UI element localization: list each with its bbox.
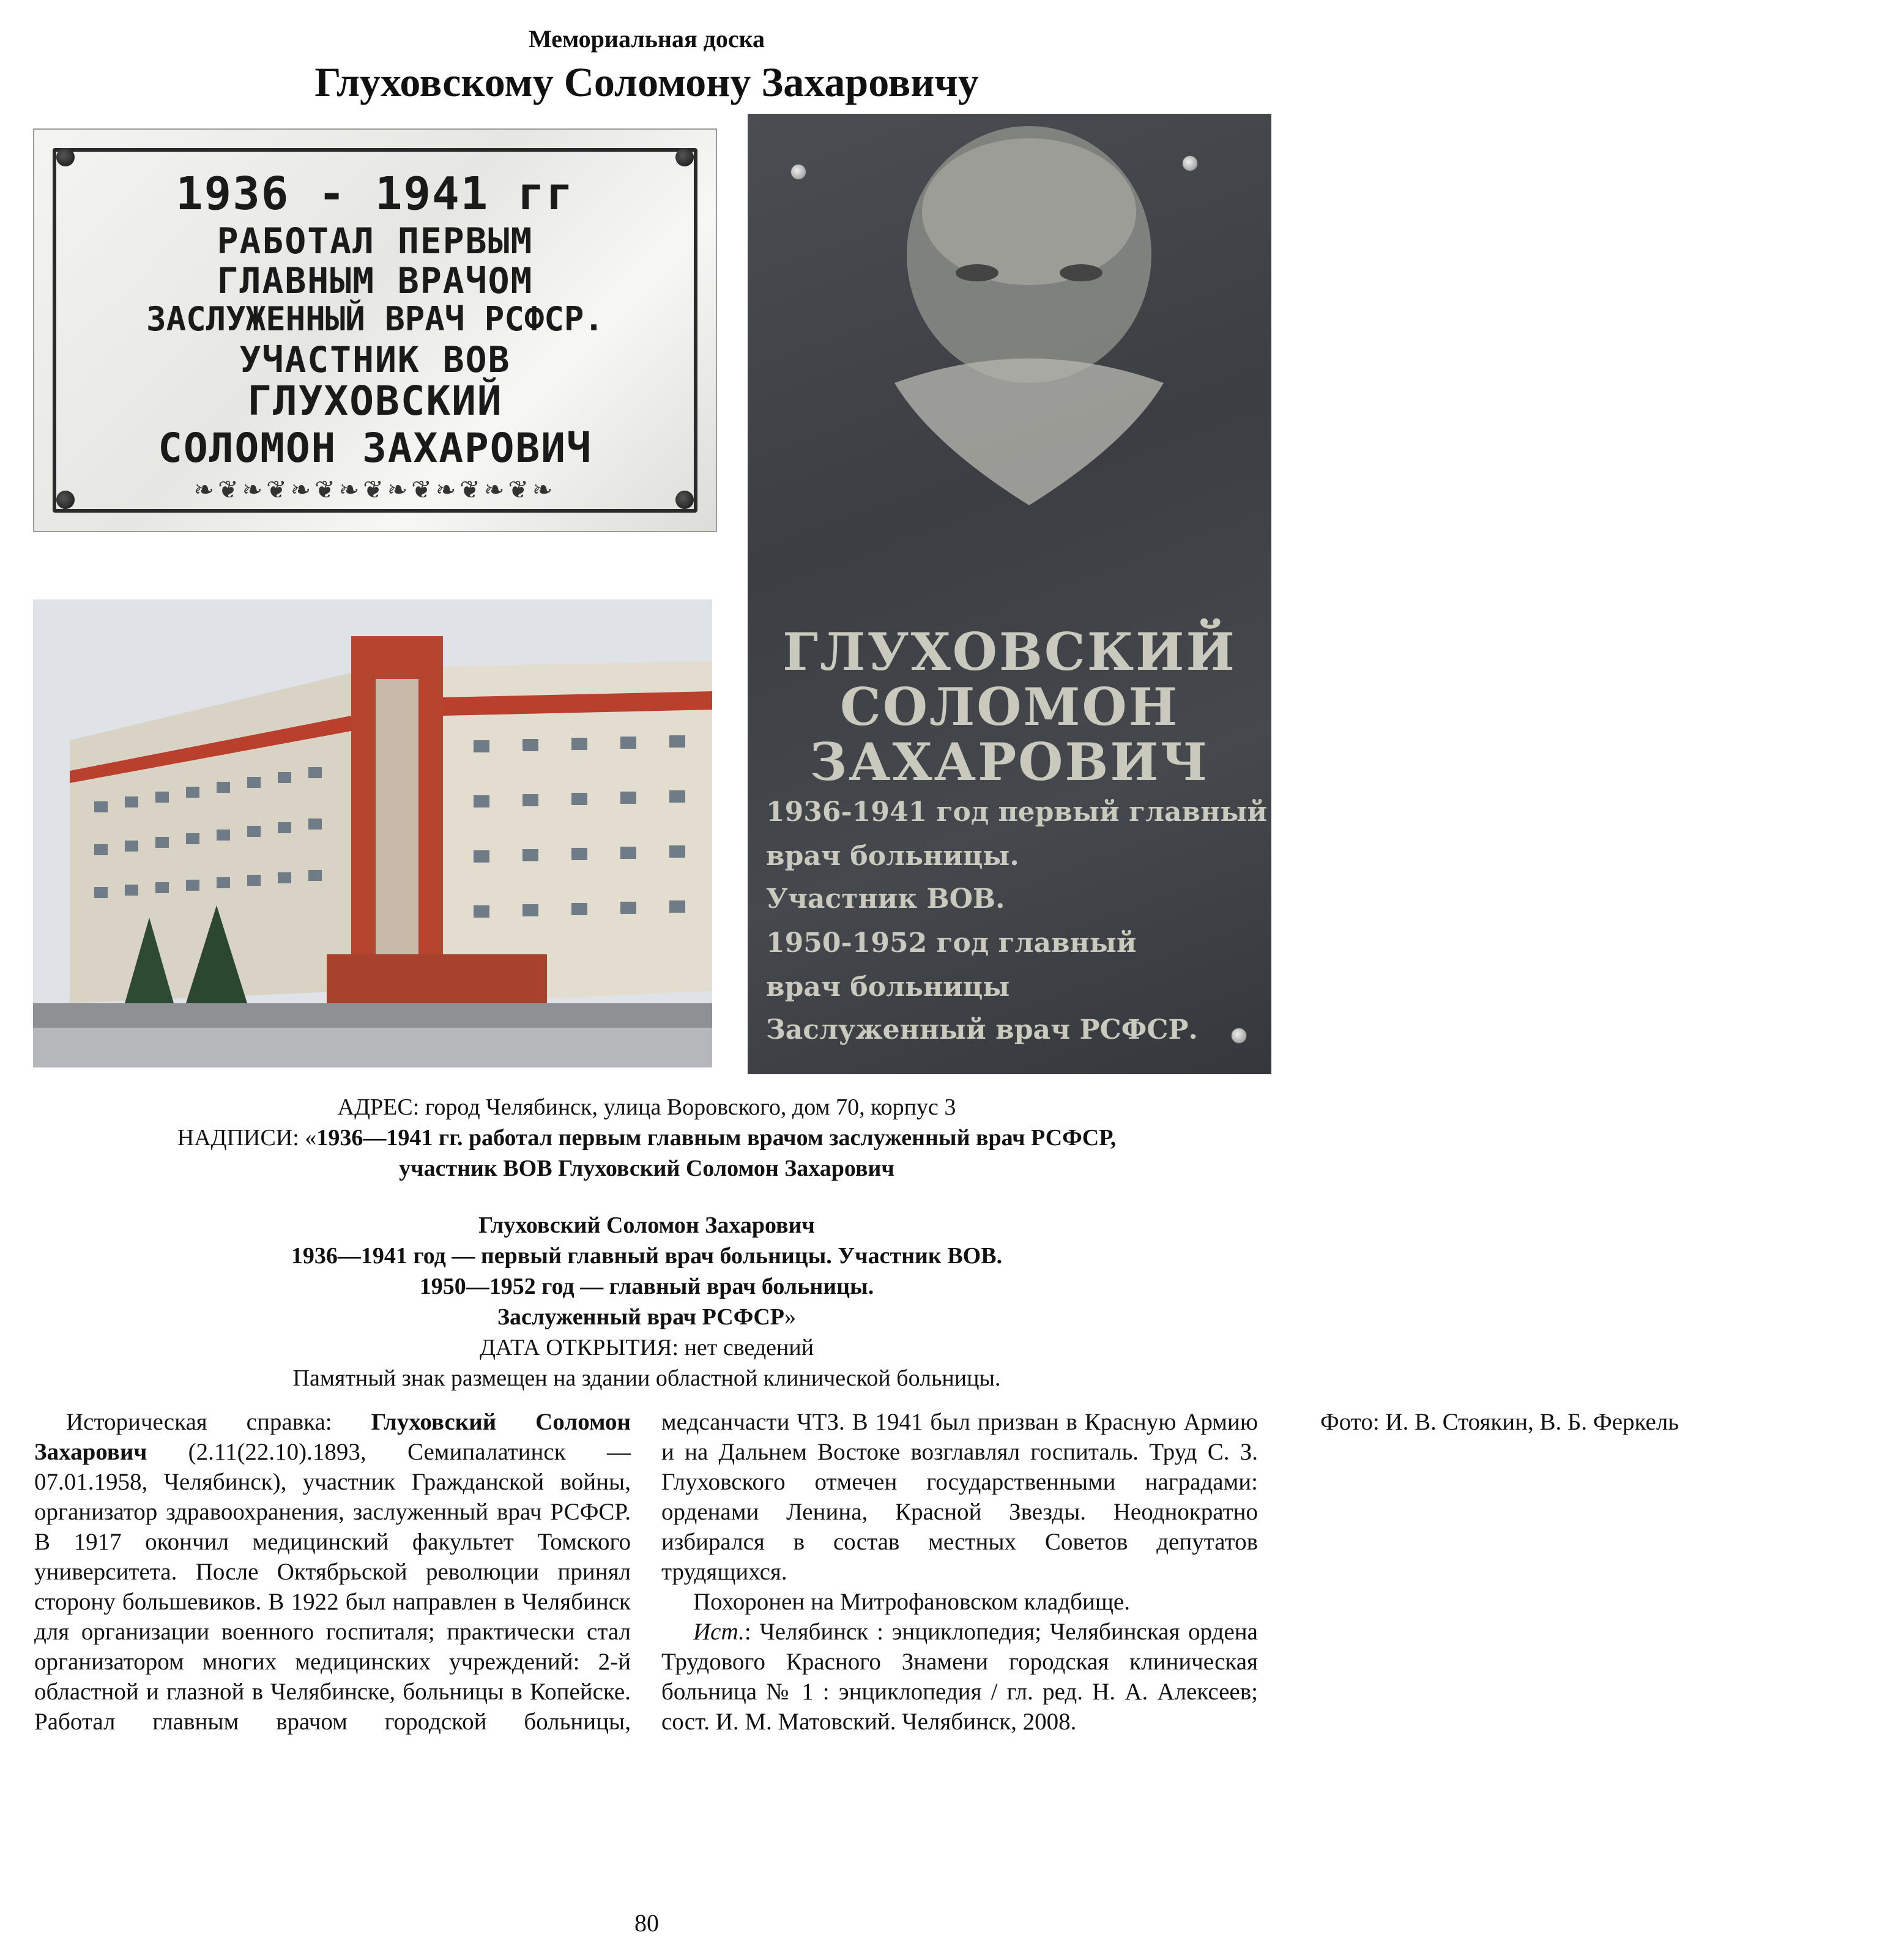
date-line bbox=[0, 1332, 1293, 1363]
laurel-ornament-icon: ❧❦❧❦❧❦❧❦❧❦❧❦❧❦❧ bbox=[193, 476, 557, 503]
plaque2-text-line: 1936-1941 год первый главный bbox=[766, 796, 1268, 828]
inscription-close: » bbox=[784, 1304, 796, 1330]
inscription-line: 1950—1952 год — главный врач больницы. bbox=[419, 1274, 874, 1299]
bio-paragraph: Фото: И. В. Стоякин, В. Б. Феркель bbox=[1320, 1409, 1679, 1435]
address-value: город Челябинск, улица Воровского, дом 70, корпус 3 bbox=[425, 1094, 956, 1120]
hospital-building-photo bbox=[33, 600, 712, 1067]
plaque1-line: СОЛОМОН ЗАХАРОВИЧ bbox=[158, 425, 592, 472]
inscription-text: 1936—1941 гг. работал первым главным врачом заслуженный врач РСФСР, bbox=[316, 1125, 1117, 1151]
inscription-line: Глуховский Соломон Захарович bbox=[478, 1212, 815, 1238]
plaque2-text-line: врач больницы. bbox=[766, 841, 1019, 872]
plaque2-name-line: ЗАХАРОВИЧ bbox=[809, 732, 1210, 792]
location-note: Памятный знак размещен на здании областной клинической больницы. bbox=[292, 1365, 1001, 1391]
marble-plaque-photo bbox=[33, 128, 717, 532]
address-line bbox=[0, 1092, 1293, 1123]
granite-plaque-photo bbox=[748, 114, 1271, 1074]
plaque1-line: ГЛАВНЫМ ВРАЧОМ bbox=[217, 260, 534, 302]
engraved-portrait bbox=[870, 126, 1188, 542]
source-label: Ист. bbox=[693, 1619, 745, 1645]
plaque1-line: УЧАСТНИК ВОВ bbox=[239, 339, 511, 380]
plaque2-name-line: СОЛОМОН bbox=[840, 677, 1179, 737]
screw-icon bbox=[56, 148, 75, 166]
bio-text: (2.11(22.10).1893, Семипалатинск — 07.01.1958, Челябинск), участник Гражданской войны, организатор здравоохранения, заслуженный врач РСФСР. В 1917 окончил медицинский факультет Томского университета. После Октябрьской революции принял сторону большевиков. В 1922 был направлен в Челябинск для организации военного госпиталя; практически стал организатором многих медицинских учреждений: 2-й областной и глазной в Челябинске, больницы в Копейске. Работал главным врачом городской больницы, медсанчасти ЧТЗ. В 1941 был призван в Красную Армию и на Дальнем Востоке возглавлял госпиталь. Труд С. З. Глуховского отмечен государственными наградами: орденами Ленина, Красной Звезды. Неоднократно избирался в состав местных Советов депутатов трудящихся. bbox=[34, 1409, 1258, 1735]
inscription-line bbox=[0, 1123, 1293, 1153]
inscriptions-label: НАДПИСИ: « bbox=[177, 1125, 317, 1151]
screw-icon bbox=[1231, 1028, 1247, 1044]
plaque1-line: 1936 - 1941 гг bbox=[176, 168, 574, 220]
bio-name: Глуховский Соломон Захарович bbox=[34, 1409, 631, 1465]
screw-icon bbox=[790, 164, 806, 180]
page-title: Глуховскому Соломону Захаровичу bbox=[314, 59, 979, 105]
inscription-line bbox=[0, 1302, 1293, 1332]
plaque2-text-line: Участник ВОВ. bbox=[766, 883, 1005, 915]
address-label: АДРЕС: bbox=[337, 1094, 420, 1120]
plaque2-text-line: врач больницы bbox=[766, 971, 1010, 1003]
plaque2-text-line: 1950-1952 год главный bbox=[766, 927, 1137, 959]
date-label: ДАТА ОТКРЫТИЯ: bbox=[479, 1335, 679, 1360]
date-value: нет сведений bbox=[684, 1335, 814, 1360]
page-subtitle: Мемориальная доска bbox=[528, 25, 765, 53]
plaque1-line: ЗАСЛУЖЕННЫЙ ВРАЧ РСФСР. bbox=[146, 300, 604, 338]
bio-paragraph bbox=[661, 1617, 1258, 1737]
page-number: 80 bbox=[634, 1909, 659, 1937]
biography bbox=[34, 1407, 1679, 1762]
inscription-line: 1936—1941 год — первый главный врач больницы. Участник ВОВ. bbox=[291, 1243, 1003, 1269]
inscription-text: Заслуженный врач РСФСР bbox=[497, 1304, 784, 1330]
source-text: : Челябинск : энциклопедия; Челябинская ордена Трудового Красного Знамени городская клиническая больница № 1 : энциклопедия / гл. ред. Н. А. Алексеев; сост. И. М. Матовский. Челябинск, 2008. bbox=[661, 1619, 1258, 1735]
plaque2-text-line: Заслуженный врач РСФСР. bbox=[766, 1014, 1198, 1045]
plaque1-line: РАБОТАЛ ПЕРВЫМ bbox=[217, 220, 534, 262]
screw-icon bbox=[675, 148, 694, 166]
inscription-line: участник ВОВ Глуховский Соломон Захарович bbox=[399, 1156, 894, 1181]
plaque1-line: ГЛУХОВСКИЙ bbox=[247, 377, 503, 425]
bio-paragraph: Похоронен на Митрофановском кладбище. bbox=[693, 1589, 1130, 1615]
bio-lead: Историческая справка: bbox=[66, 1409, 371, 1435]
plaque2-name-line: ГЛУХОВСКИЙ bbox=[783, 622, 1236, 682]
